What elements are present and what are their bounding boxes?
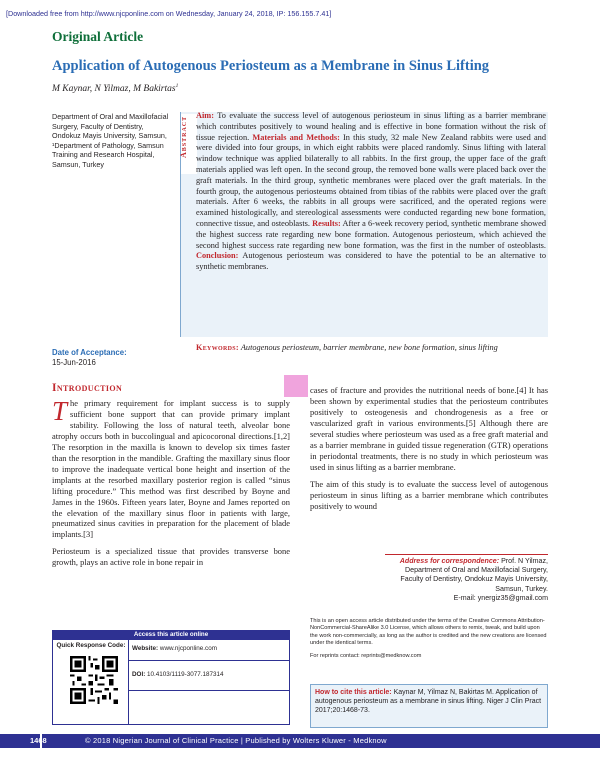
website-link[interactable]: www.njcponline.com <box>159 645 217 652</box>
website-row <box>132 645 217 652</box>
right-column <box>310 385 548 517</box>
access-row-divider <box>128 660 290 661</box>
correspondence-line: Samsun, Turkey. <box>495 584 548 593</box>
date-of-acceptance <box>52 348 127 368</box>
download-notice: [Downloaded free from http://www.njcponline.com on Wednesday, January 24, 2018, IP: 156.155.7.41] <box>6 9 332 18</box>
methods-heading: Materials and Methods: <box>252 132 340 142</box>
date-label: Date of Acceptance: <box>52 348 127 357</box>
website-label: Website: <box>132 645 159 652</box>
author-names: M Kaynar, N Yilmaz, M Bakirtas <box>52 84 176 95</box>
doi-row <box>132 671 224 678</box>
intro-paragraph-1 <box>52 398 290 540</box>
keywords-label: Keywords: <box>196 343 239 352</box>
section-label: Original Article <box>52 29 144 44</box>
correspondence-divider <box>385 554 548 555</box>
conclusion-text: Autogenous periosteum was considered to have the potential to be an alternative to synthetic membranes. <box>196 251 547 272</box>
correspondence-name: Prof. N Yilmaz, <box>501 557 548 565</box>
results-text: After a 6-week recovery period, synthetic membrane showed the highest success rate regarding new bone formation. Autogenous periosteum, which achieved the second highest success rate regarding new bone formation, was the first in the number of osteoblasts. <box>196 218 547 250</box>
qr-code-icon[interactable] <box>70 656 118 704</box>
reprints-text: For reprints contact: reprints@medknow.com <box>310 652 422 659</box>
results-heading: Results: <box>312 218 341 228</box>
abstract-label: Abstract <box>179 115 188 158</box>
cite-label: How to cite this article: <box>315 689 392 696</box>
intro-p1-text: he primary requirement for implant success is to supply sufficient bone support that can provide primary implant stability. Following the loss of natural teeth, alveolar bone atrophy occurs both in buccolingual and apicocoronal directions.[1,2] The resorption in the maxilla is known to develop six times faster than the resorption in the mandible. Grafting the maxillary sinus floor to improve the inadequate vertical bone height and insertion of the implants at the resorbed maxillary posterior region is called “sinus lifting procedure.” This method was first described by Boyne and James in the 1960s. Fifteen years later, Boyne and James reported on the elevation of the maxillary sinus floor in patients with large, pneumatized sinus cavities in preparation for the placement of blade implants.[3] <box>52 398 290 540</box>
footer-text: © 2018 Nigerian Journal of Clinical Practice | Published by Wolters Kluwer - Medknow <box>85 736 387 745</box>
col2-paragraph-1: cases of fracture and provides the nutritional needs of bone.[4] It has been shown by experimental studies that the periosteum contributes positively to osteogenesis and chondrogenesis as a free or vascularized graft in various environments.[5] Although there are several studies where periosteum was used as a free graft material and as a barrier membrane in guided tissue regeneration (GTR) operations in periodontal treatments, there is no study in which periosteum was used in sinus lifting as a barrier membrane. <box>310 385 548 472</box>
highlight-marker <box>284 375 308 397</box>
col2-paragraph-2: The aim of this study is to evaluate the success level of autogenous periosteum in sinus lifting as a barrier membrane which contributes positively to wound <box>310 478 548 511</box>
article-title: Application of Autogenous Periosteum as a Membrane in Sinus Lifting <box>52 58 490 74</box>
affiliation: Department of Oral and Maxillofacial Surgery, Faculty of Dentistry, Ondokuz Mayis University, Samsun, ¹Department of Pathology, Samsun Training and Research Hospital, Samsun, Turkey <box>52 112 169 169</box>
introduction-heading: Introduction <box>52 382 123 394</box>
cite-text: Kaynar M, Yilmaz N, Bakirtas M. Application of autogenous periosteum as a membrane in sinus lifting. Niger J Clin Pract 2017;20:1468-73. <box>315 689 542 715</box>
abstract-label-box <box>181 114 197 174</box>
authors <box>52 83 178 94</box>
correspondence-line: Department of Oral and Maxillofacial Surgery, <box>405 566 548 575</box>
license-text: This is an open access article distributed under the terms of the Creative Commons Attribution-NonCommercial-ShareAlike 3.0 License, which allows others to remix, tweak, and build upon the work non-commercially, as long as the author is credited and the new creations are licensed under the identical terms. <box>310 618 547 647</box>
drop-cap: T <box>52 396 68 426</box>
correspondence-label: Address for correspondence: <box>399 557 500 565</box>
doi-label: DOI: <box>132 671 146 678</box>
aim-text: To evaluate the success level of autogenous periosteum in sinus lifting as a barrier membrane which contributes positively to wound healing and is effective in bone formation without the risk of tissue rejection. <box>196 111 546 142</box>
license-block <box>310 618 548 665</box>
keywords-text: Autogenous periosteum, barrier membrane, new bone formation, sinus lifting <box>240 343 498 352</box>
correspondence-email[interactable]: E-mail: ynergiz35@gmail.com <box>453 593 548 602</box>
access-divider <box>128 640 129 725</box>
how-to-cite-box <box>310 684 548 728</box>
methods-text: In this study, 32 male New Zealand rabbits were used and were divided into four groups, in which eight rabbits were placed randomly. Sinus lifting with lateral window technique was applied bilaterally to all rabbits. In the first group, the upper face of the graft materials applied was left open. In the second group, the removed bone walls were placed back over the graft materials. In the third group, synthetic membranes were placed over the graft materials. In the fourth group, the autogenous periosteums obtained from tibias of the rabbits were placed over the graft materials. After 6 weeks, the rabbits in all groups were sacrificed, and the operated regions were examined histologically, and stereological assessments were conducted regarding new bone formation, connective tissue, and osteoblasts. <box>196 132 546 228</box>
access-row-divider <box>128 690 290 691</box>
access-heading: Access this article online <box>52 630 290 640</box>
abstract-text <box>196 111 546 273</box>
keywords <box>196 343 546 354</box>
intro-paragraph-2: Periosteum is a specialized tissue that provides transverse bone growth, plays an active role in bone repair in <box>52 546 290 568</box>
correspondence-line: Faculty of Dentistry, Ondokuz Mayis University, <box>400 575 548 584</box>
doi-link[interactable]: 10.4103/1119-3077.187314 <box>147 671 224 678</box>
aim-heading: Aim: <box>196 111 214 120</box>
author-superscript: 1 <box>175 83 179 89</box>
correspondence-address <box>385 557 548 603</box>
page-number: 1468 <box>30 736 47 745</box>
left-column <box>52 398 290 574</box>
date-value: 15-Jun-2016 <box>52 358 96 367</box>
qr-label: Quick Response Code: <box>56 642 126 649</box>
conclusion-heading: Conclusion: <box>196 251 239 261</box>
